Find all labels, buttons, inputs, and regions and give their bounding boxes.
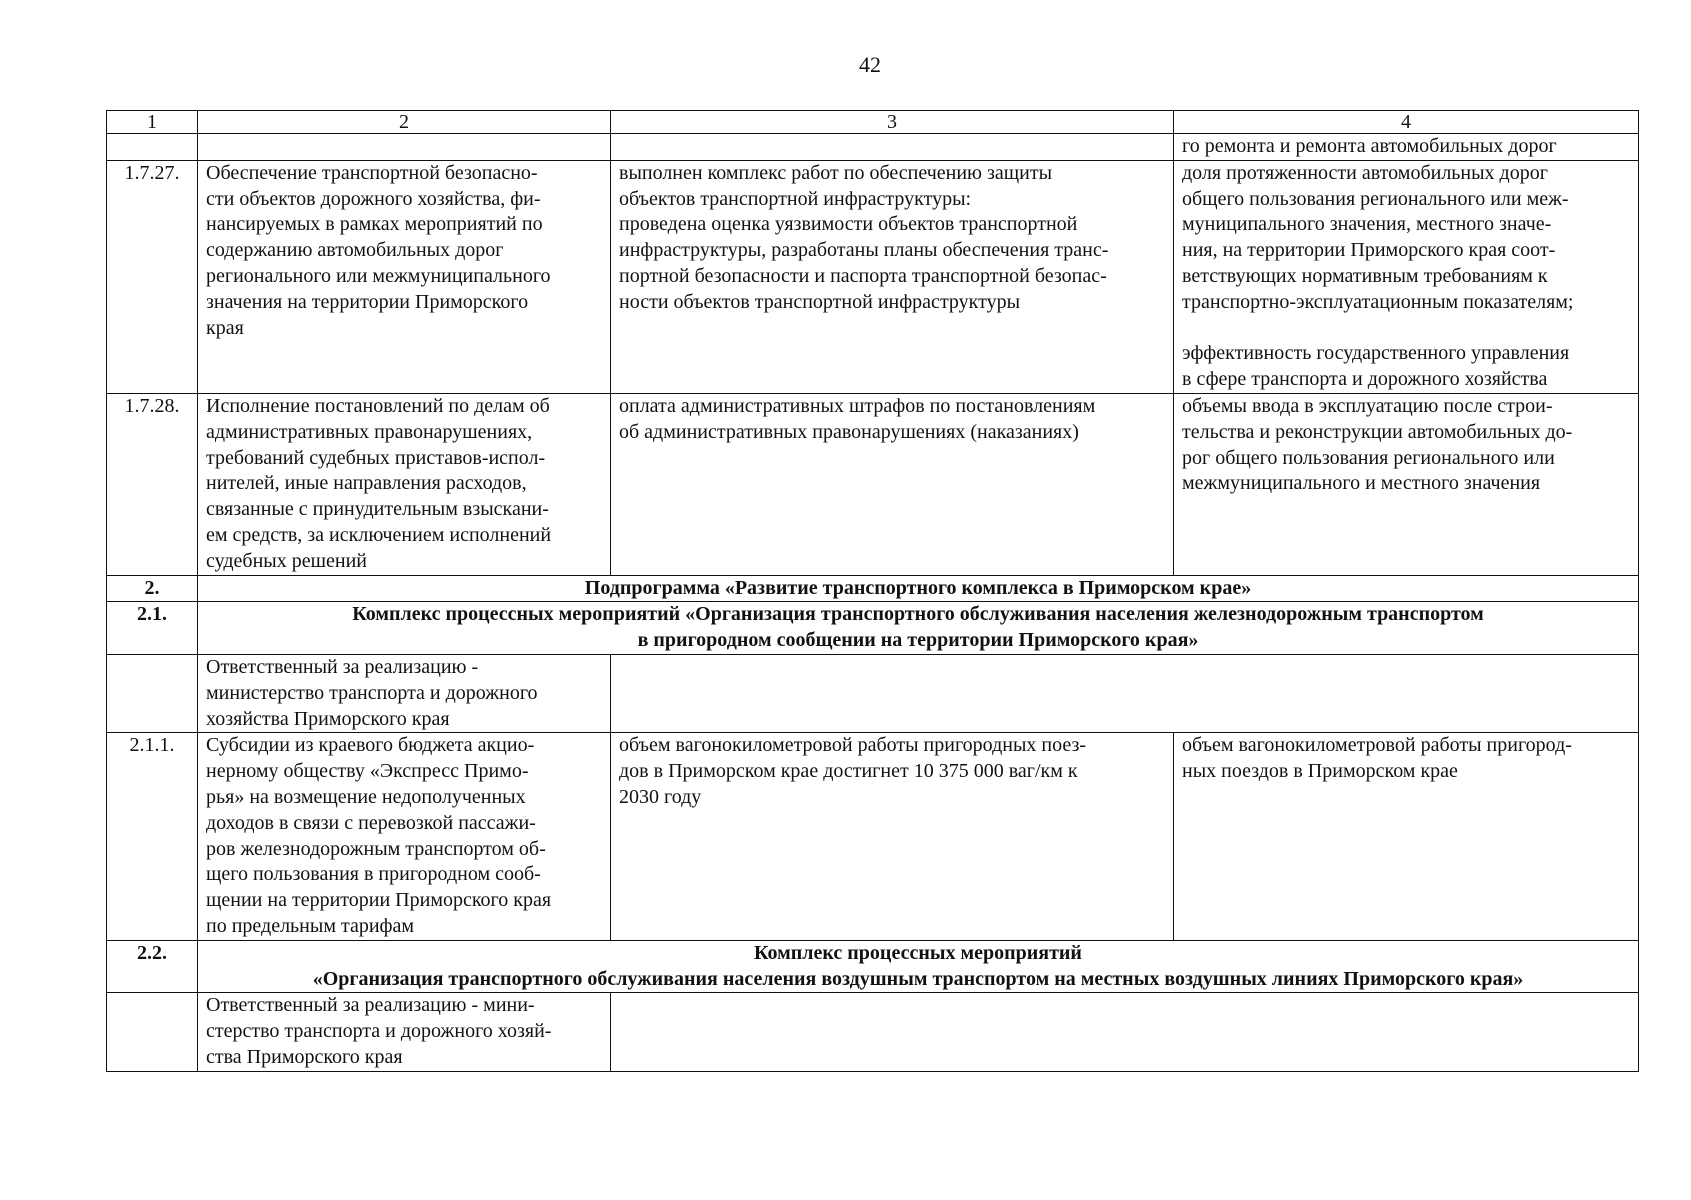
- table-header-row: [107, 111, 1639, 134]
- indicator-cell: [1174, 393, 1639, 575]
- text-line: нителей, иные направления расходов,: [206, 472, 527, 495]
- text-line: «Организация транспортного обслуживания населения воздушным транспортом на местных воздушных линиях Приморского края»: [312, 967, 1524, 990]
- subprogram-title: [198, 575, 1639, 602]
- table-row-continuation: [107, 134, 1639, 161]
- measures-table: [106, 110, 1639, 1072]
- table-row-1-7-28: [107, 393, 1639, 575]
- text-line: содержанию автомобильных дорог: [206, 239, 504, 262]
- page-number: 42: [859, 52, 881, 77]
- text-line: нансируемых в рамках мероприятий по: [206, 213, 543, 236]
- text-line: Подпрограмма «Развитие транспортного комплекса в Приморском крае»: [584, 576, 1252, 599]
- table-row-2-1-1: [107, 733, 1639, 940]
- text-line: рог общего пользования регионального или: [1182, 446, 1555, 469]
- text-line: Ответственный за реализацию -: [206, 655, 479, 678]
- process-complex-title: [198, 940, 1639, 993]
- section-row-2: [107, 575, 1639, 602]
- text-line: го ремонта и ремонта автомобильных дорог: [1182, 135, 1557, 157]
- column-header: 2: [198, 111, 611, 134]
- text-line: оплата административных штрафов по постановлениям: [619, 394, 1096, 417]
- row-number-cell: 2.1.1.: [107, 733, 198, 940]
- text-line: нерному обществу «Экспресс Примо-: [206, 760, 529, 783]
- text-line: щении на территории Приморского края: [206, 889, 552, 912]
- text-line: общего пользования регионального или меж-: [1182, 187, 1569, 210]
- text-line: выполнен комплекс работ по обеспечению защиты: [619, 161, 1053, 184]
- text-line: ных поездов в Приморском крае: [1182, 760, 1458, 783]
- indicator-text-share: [1182, 161, 1630, 316]
- section-row-2-2: [107, 940, 1639, 993]
- column-header: 3: [611, 111, 1174, 134]
- text-line: тельства и реконструкции автомобильных до-: [1182, 420, 1573, 443]
- text-line: административных правонарушениях,: [206, 420, 533, 443]
- empty-cell: [611, 654, 1639, 732]
- text-line: ности объектов транспортной инфраструктуры: [619, 290, 1021, 313]
- result-cell: [611, 733, 1174, 940]
- activity-cell: [198, 393, 611, 575]
- text-line: межмуниципального и местного значения: [1182, 472, 1541, 495]
- result-cell: [611, 134, 1174, 161]
- text-line: регионального или межмуниципального: [206, 264, 551, 287]
- text-line: в сфере транспорта и дорожного хозяйства: [1182, 368, 1548, 391]
- text-line: Субсидии из краевого бюджета акцио-: [206, 734, 535, 757]
- text-line: Ответственный за реализацию - мини-: [206, 994, 535, 1017]
- text-line: доходов в связи с перевозкой пассажи-: [206, 811, 536, 834]
- text-line: эффективность государственного управления: [1182, 342, 1570, 365]
- text-line: сти объектов дорожного хозяйства, фи-: [206, 187, 541, 210]
- row-number-cell: 1.7.28.: [107, 393, 198, 575]
- text-line: щего пользования в пригородном сооб-: [206, 863, 541, 886]
- responsible-row-2-2: [107, 993, 1639, 1071]
- text-line: объектов транспортной инфраструктуры:: [619, 187, 972, 210]
- text-line: края: [206, 316, 244, 339]
- result-cell: [611, 160, 1174, 393]
- activity-cell: [198, 134, 611, 161]
- text-line: портной безопасности и паспорта транспортной безопас-: [619, 264, 1107, 287]
- responsible-cell: [198, 993, 611, 1071]
- text-line: требований судебных приставов-испол-: [206, 446, 546, 469]
- text-line: муниципального значения, местного значе-: [1182, 213, 1552, 236]
- text-line: связанные с принудительным взыскани-: [206, 498, 549, 521]
- text-line: в пригородном сообщении на территории Приморского края»: [637, 629, 1199, 652]
- row-number-cell: [107, 654, 198, 732]
- responsible-row-2-1: [107, 654, 1639, 732]
- text-line: доля протяженности автомобильных дорог: [1182, 161, 1548, 184]
- row-number-cell: [107, 993, 198, 1071]
- text-line: объемы ввода в эксплуатацию после строи-: [1182, 394, 1553, 417]
- text-line: рья» на возмещение недополученных: [206, 785, 526, 808]
- text-line: Обеспечение транспортной безопасно-: [206, 161, 538, 184]
- column-header: 4: [1174, 111, 1639, 134]
- table-row-1-7-27: [107, 160, 1639, 393]
- empty-cell: [611, 993, 1639, 1071]
- section-number-cell: 2.: [107, 575, 198, 602]
- text-line: об административных правонарушениях (наказаниях): [619, 420, 1079, 443]
- section-number-cell: 2.1.: [107, 602, 198, 655]
- activity-cell: [198, 160, 611, 393]
- text-line: ветствующих нормативным требованиям к: [1182, 264, 1548, 287]
- text-line: ров железнодорожным транспортом об-: [206, 837, 546, 860]
- section-number-cell: 2.2.: [107, 940, 198, 993]
- column-header: 1: [107, 111, 198, 134]
- indicator-cell: [1174, 134, 1639, 161]
- text-line: министерство транспорта и дорожного: [206, 681, 538, 704]
- text-line: по предельным тарифам: [206, 914, 415, 937]
- process-complex-title: [198, 602, 1639, 655]
- text-line: Комплекс процессных мероприятий «Организация транспортного обслуживания населения железнодорожным транспортом: [352, 603, 1484, 626]
- text-line: судебных решений: [206, 549, 367, 572]
- text-line: инфраструктуры, разработаны планы обеспечения транс-: [619, 239, 1109, 262]
- indicator-text-efficiency: [1182, 341, 1630, 393]
- row-number-cell: 1.7.27.: [107, 160, 198, 393]
- text-line: объем вагонокилометровой работы пригородных поез-: [619, 734, 1087, 757]
- text-line: значения на территории Приморского: [206, 290, 529, 313]
- indicator-cell: [1174, 733, 1639, 940]
- text-line: хозяйства Приморского края: [206, 707, 450, 730]
- text-line: ния, на территории Приморского края соот-: [1182, 239, 1556, 262]
- activity-cell: [198, 733, 611, 940]
- text-line: транспортно-эксплуатационным показателям;: [1182, 290, 1574, 313]
- text-line: объем вагонокилометровой работы пригород-: [1182, 734, 1572, 757]
- section-row-2-1: [107, 602, 1639, 655]
- text-line: ства Приморского края: [206, 1045, 403, 1068]
- text-line: Исполнение постановлений по делам об: [206, 394, 550, 417]
- text-line: проведена оценка уязвимости объектов транспортной: [619, 213, 1078, 236]
- text-line: стерство транспорта и дорожного хозяй-: [206, 1020, 552, 1043]
- text-line: Комплекс процессных мероприятий: [754, 941, 1082, 964]
- text-line: дов в Приморском крае достигнет 10 375 000 ваг/км к: [619, 760, 1078, 783]
- text-line: 2030 году: [619, 785, 702, 808]
- responsible-cell: [198, 654, 611, 732]
- result-cell: [611, 393, 1174, 575]
- row-number-cell: [107, 134, 198, 161]
- text-line: ем средств, за исключением исполнений: [206, 523, 552, 546]
- indicator-cell: [1174, 160, 1639, 393]
